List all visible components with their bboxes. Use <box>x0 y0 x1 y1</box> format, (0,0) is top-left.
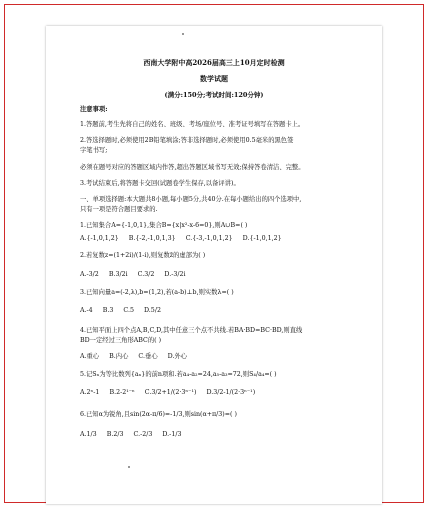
option-c: C.垂心 <box>138 353 158 360</box>
option-c: C.3/2+1/(2·3ⁿ⁻¹) <box>144 389 197 396</box>
question-6-options <box>80 431 189 439</box>
exam-title: 西南大学附中高2026届高三上10月定时检测 <box>143 58 285 67</box>
question-1: 1.已知集合A={-1,0,1},集合B={x|x²-x-6=0},则A∪B=( ) <box>80 222 248 229</box>
option-a: A.2ⁿ-1 <box>80 389 100 396</box>
option-b: B.{-2,-1,0,1,3} <box>128 235 176 242</box>
question-1-options <box>80 235 290 243</box>
option-a: A.-4 <box>80 307 93 314</box>
question-6: 6.已知α为锐角,且sin(2α-π/6)=-1/3,则sin(α+π/3)=( ) <box>80 411 237 418</box>
option-b: B.3 <box>102 307 114 314</box>
section-intro: 一、单项选择题:本大题共8小题,每小题5分,共40分.在每小题给出的四个选项中, <box>80 196 302 203</box>
option-a: A.重心 <box>80 353 100 360</box>
note-3: 3.考试结束后,将答题卡交回(试题卷学生保存,以备评讲)。 <box>80 180 240 187</box>
option-a: A.-3/2 <box>80 271 99 278</box>
scan-speck <box>128 466 130 468</box>
scan-speck <box>182 33 184 35</box>
option-b: B.2/3 <box>106 431 124 438</box>
option-b: B.内心 <box>109 353 129 360</box>
option-a: A.1/3 <box>80 431 97 438</box>
note-2-extra: 必须在题号对应的答题区域内作答,超出答题区域书写无效;保持答卷清洁、完整。 <box>80 164 305 171</box>
option-c: C.-2/3 <box>133 431 153 438</box>
option-c: C.3/2 <box>137 271 155 278</box>
option-d: D.{-1,0,1,2} <box>242 235 282 242</box>
option-d: D.外心 <box>167 353 188 360</box>
option-c: C.5 <box>123 307 134 314</box>
question-3-options <box>80 307 169 315</box>
option-d: D.3/2-1/(2·3ⁿ⁻¹) <box>206 389 256 396</box>
section-intro-cont: 只有一项是符合题目要求的. <box>80 206 158 213</box>
option-a: A.{-1,0,1,2} <box>80 235 119 242</box>
option-d: D.-1/3 <box>162 431 182 438</box>
question-5: 5.记Sₙ为等比数列{aₙ}的前n项和.若a₄-a₂=24,a₅-a₃=72,则S₄/a₄=( ) <box>80 371 277 378</box>
note-2-cont: 字笔书写; <box>80 147 108 154</box>
question-2-options <box>80 271 193 279</box>
option-d: D.-3/2i <box>164 271 186 278</box>
note-2: 2.答选择题时,必须使用2B铅笔填涂;答非选择题时,必须使用0.5毫米的黑色签 <box>80 137 294 144</box>
exam-subject: 数学试题 <box>200 74 228 83</box>
option-b: B.3/2i <box>108 271 128 278</box>
notes-heading: 注意事项: <box>80 106 108 113</box>
option-d: D.5/2 <box>143 307 161 314</box>
exam-meta: (满分:150分;考试时间:120分钟) <box>164 91 264 99</box>
question-4-options <box>80 353 195 361</box>
document-page <box>46 26 382 504</box>
question-4-cont: BD一定经过三角形ABC的( ) <box>80 337 162 344</box>
question-5-options <box>80 389 263 397</box>
option-c: C.{-3,-1,0,1,2} <box>185 235 233 242</box>
question-4: 4.已知平面上四个点A,B,C,D,其中任意三个点不共线.若BA·BD=BC·BD,则直线 <box>80 327 303 334</box>
note-1: 1.答题前,考生先将自己的姓名、班级、考场/座位号、准考证号填写在答题卡上。 <box>80 121 305 128</box>
option-b: B.2-2¹⁻ⁿ <box>109 389 135 396</box>
question-3: 3.已知向量a=(-2,λ),b=(1,2),若(a-b)⊥b,则实数λ=( ) <box>80 289 234 296</box>
question-2: 2.若复数z=(1+2i)/(1-i),则复数z̄的虚部为( ) <box>80 252 206 259</box>
